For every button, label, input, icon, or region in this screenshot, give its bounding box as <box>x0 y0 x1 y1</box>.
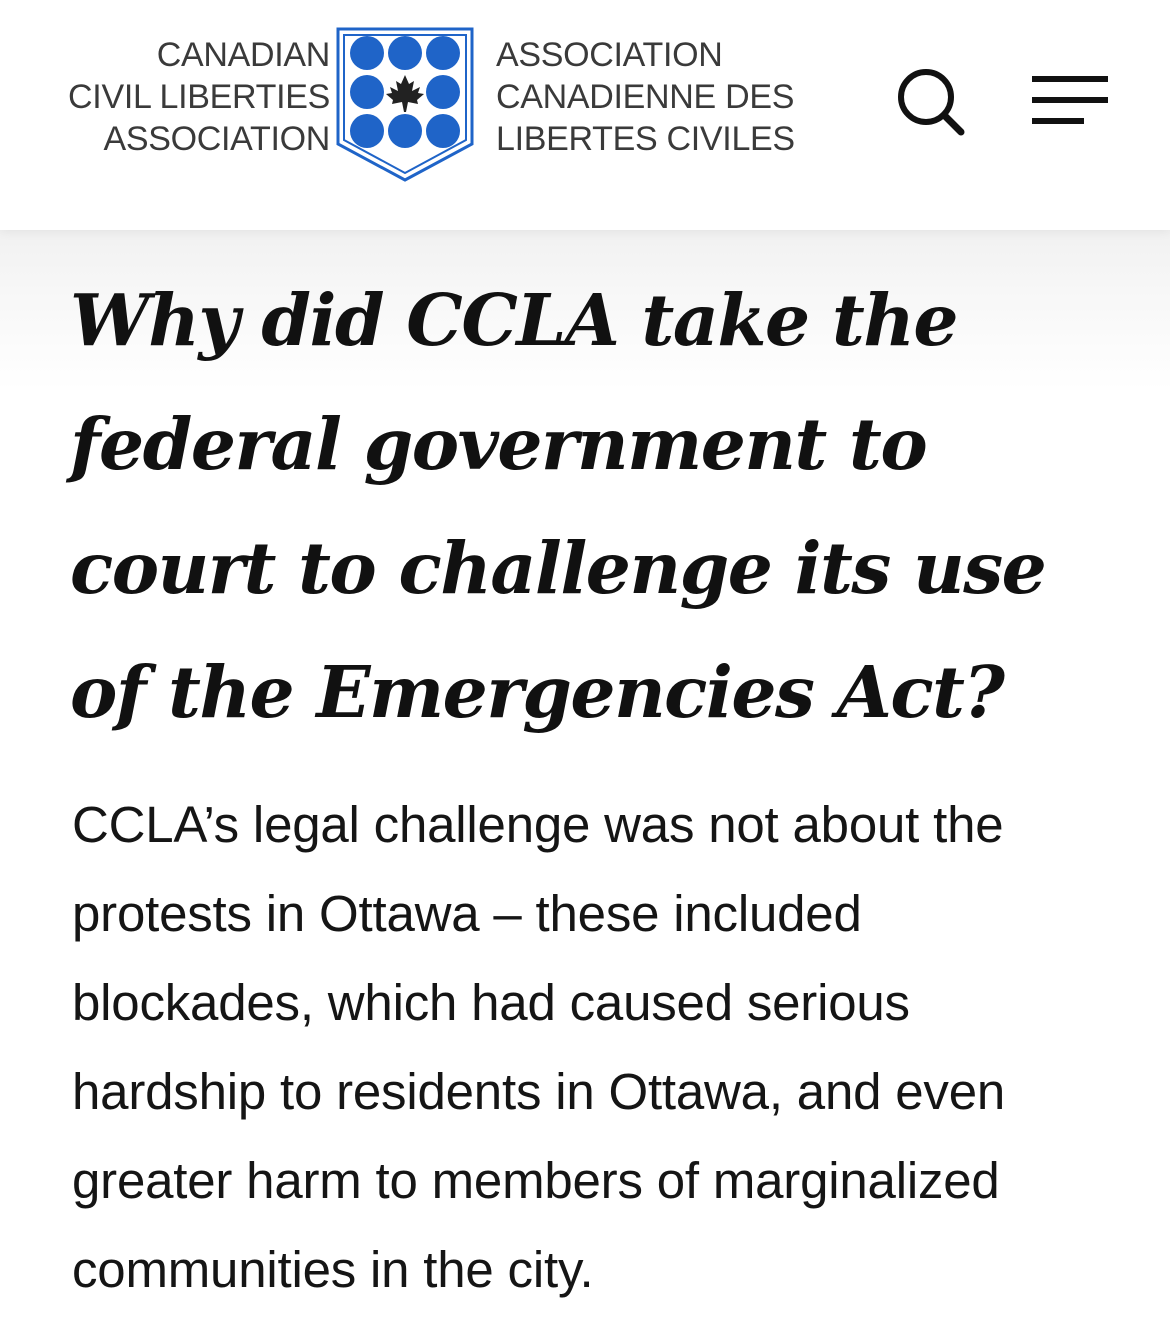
ccla-logo[interactable] <box>66 26 795 186</box>
maple-leaf-shield-icon <box>334 26 476 184</box>
logo-text-french <box>496 34 795 160</box>
article-paragraph: CCLA’s legal challenge was not about the protests in Ottawa – these included blockades, which had caused serious hardship to residents in Ottawa, and even greater harm to members of marginalized communities in the city. <box>72 796 1006 1298</box>
article-content <box>0 230 1170 1340</box>
logo-line: ASSOCIATION <box>496 36 723 74</box>
menu-button[interactable] <box>1024 68 1114 132</box>
search-icon <box>893 64 969 140</box>
logo-line: CANADIENNE DES <box>496 78 795 116</box>
article-headline: Why did CCLA take the federal government to court to challenge its use of the Emergencies Act? <box>70 278 1046 734</box>
site-header <box>0 0 1170 230</box>
logo-line: CIVIL LIBERTIES <box>68 78 330 116</box>
logo-text-english <box>68 34 330 160</box>
logo-line: CANADIAN <box>156 36 330 74</box>
logo-line: ASSOCIATION <box>103 120 330 158</box>
search-button[interactable] <box>893 64 969 140</box>
logo-line: LIBERTES CIVILES <box>496 120 795 158</box>
menu-icon <box>1024 68 1114 132</box>
